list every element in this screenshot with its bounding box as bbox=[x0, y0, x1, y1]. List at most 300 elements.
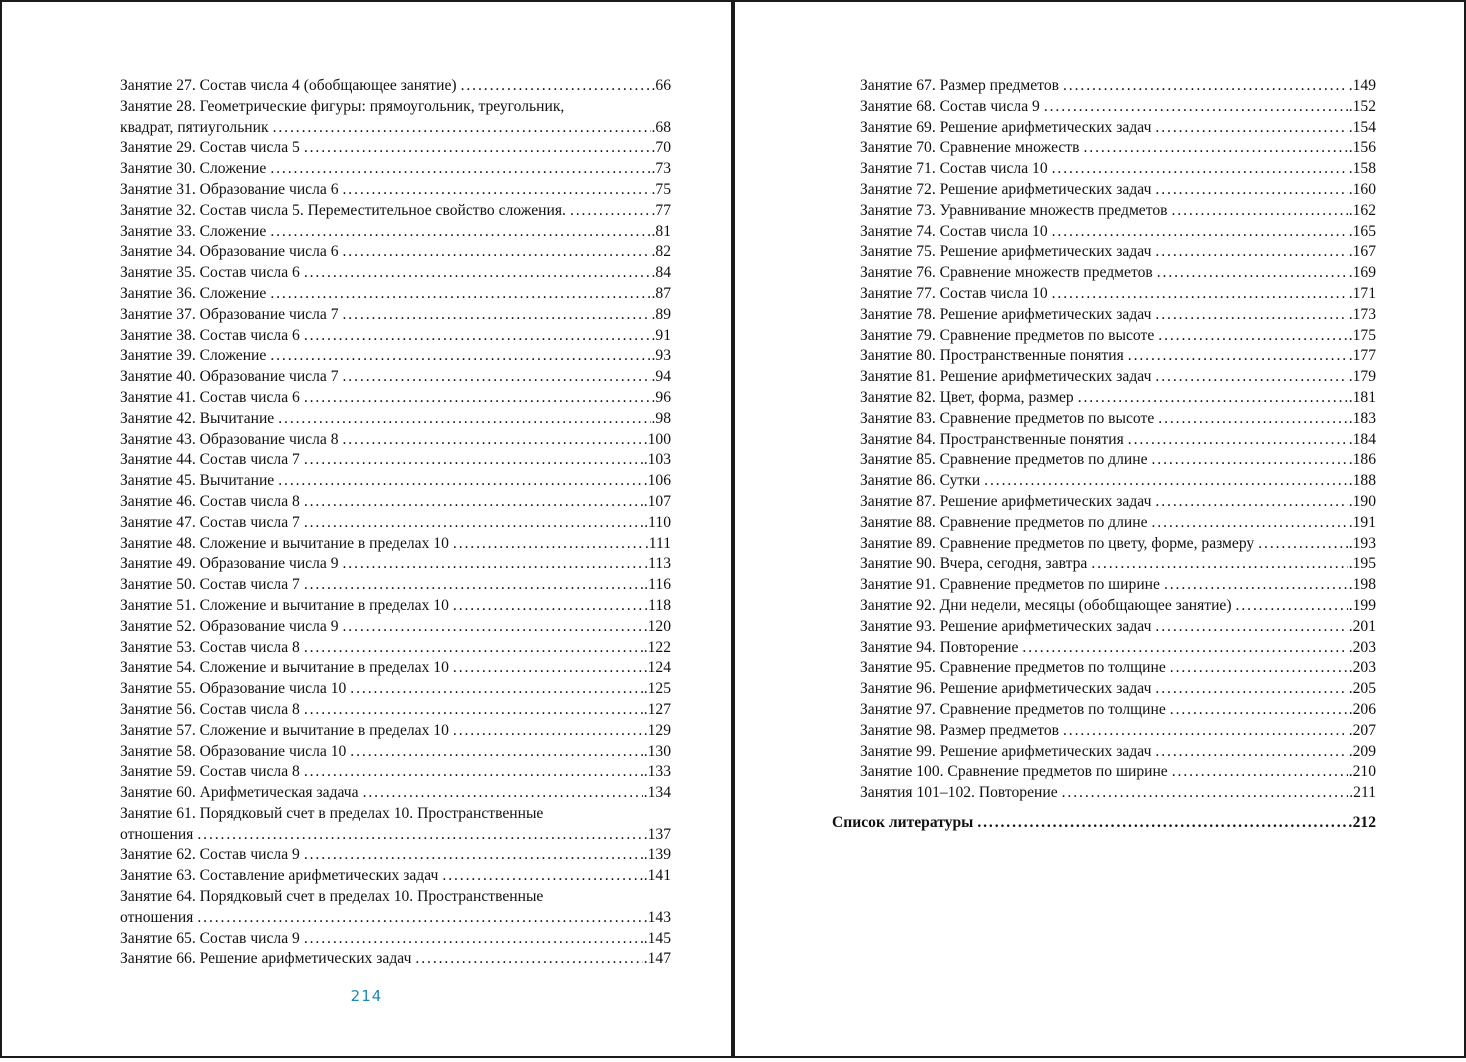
toc-entry-page: .125 bbox=[643, 680, 671, 698]
toc-entry-row bbox=[860, 263, 1376, 284]
toc-entry-page: .173 bbox=[1348, 305, 1376, 323]
toc-entry-row bbox=[120, 825, 671, 846]
toc-entry-row bbox=[120, 409, 671, 430]
toc-entry bbox=[825, 305, 1376, 326]
dot-leader bbox=[453, 721, 643, 742]
dot-leader bbox=[278, 471, 642, 492]
dot-leader bbox=[1155, 118, 1347, 139]
dot-leader bbox=[1155, 367, 1347, 388]
toc-entry-page: .122 bbox=[643, 638, 671, 656]
toc-entry bbox=[120, 222, 671, 243]
toc-entry bbox=[825, 201, 1376, 222]
toc-entry bbox=[825, 534, 1376, 555]
toc-entry-title: Занятие 54. Сложение и вычитание в пределах 10 bbox=[120, 659, 449, 677]
toc-entry-row bbox=[860, 575, 1376, 596]
toc-entry-row bbox=[860, 201, 1376, 222]
toc-entry bbox=[120, 242, 671, 263]
toc-entry-row bbox=[860, 430, 1376, 451]
toc-entry-row bbox=[120, 554, 671, 575]
toc-entry-title: Занятие 33. Сложение bbox=[120, 222, 267, 240]
toc-entry bbox=[120, 430, 671, 451]
dot-leader bbox=[304, 388, 651, 409]
toc-entry bbox=[825, 638, 1376, 659]
toc-entry-page: .177 bbox=[1348, 347, 1376, 365]
toc-entry-page: .211 bbox=[1349, 784, 1376, 802]
toc-entry-page: .171 bbox=[1348, 284, 1376, 302]
toc-entry-row bbox=[120, 159, 671, 180]
toc-entry-page: .118 bbox=[644, 596, 671, 614]
toc-entry-title: Занятие 55. Образование числа 10 bbox=[120, 680, 347, 698]
toc-entry-title: Занятие 93. Решение арифметических задач bbox=[860, 617, 1152, 635]
toc-entry-page: .137 bbox=[643, 825, 671, 843]
toc-entry bbox=[825, 492, 1376, 513]
toc-entry bbox=[120, 284, 671, 305]
toc-entry-row bbox=[120, 492, 671, 513]
dot-leader bbox=[1063, 76, 1348, 97]
page-number: 214 bbox=[350, 987, 383, 1005]
toc-entry-title: Занятие 51. Сложение и вычитание в пределах 10 bbox=[120, 596, 449, 614]
toc-entry-page: .120 bbox=[643, 617, 671, 635]
toc-entry-row bbox=[120, 450, 671, 471]
dot-leader bbox=[343, 554, 644, 575]
dot-leader bbox=[570, 201, 651, 222]
toc-entry bbox=[825, 742, 1376, 763]
toc-entry-title: Занятие 72. Решение арифметических задач bbox=[860, 180, 1152, 198]
toc-entry-row bbox=[120, 263, 671, 284]
toc-entry-title: Занятие 36. Сложение bbox=[120, 284, 267, 302]
left-page bbox=[0, 0, 733, 1058]
toc-entry bbox=[825, 284, 1376, 305]
toc-entry-title: Занятие 29. Состав числа 5 bbox=[120, 139, 300, 157]
toc-entry bbox=[825, 346, 1376, 367]
dot-leader bbox=[343, 180, 651, 201]
toc-entry-title: Занятие 37. Образование числа 7 bbox=[120, 305, 339, 323]
toc-entry bbox=[120, 513, 671, 534]
toc-entry-title: Занятие 44. Состав числа 7 bbox=[120, 451, 300, 469]
toc-entry-row bbox=[860, 450, 1376, 471]
toc-entry-page: .130 bbox=[643, 742, 671, 760]
dot-leader bbox=[197, 908, 642, 929]
toc-entry bbox=[120, 762, 671, 783]
toc-entry bbox=[120, 742, 671, 763]
toc-entry-title: Занятие 95. Сравнение предметов по толщине bbox=[860, 659, 1166, 677]
toc-entry-page: .186 bbox=[1348, 451, 1376, 469]
dot-leader bbox=[304, 263, 651, 284]
toc-entry bbox=[825, 138, 1376, 159]
toc-entry-title: Занятие 60. Арифметическая задача bbox=[120, 784, 359, 802]
toc-entry-title: Занятие 86. Сутки bbox=[860, 472, 981, 490]
toc-entry bbox=[120, 346, 671, 367]
toc-entry-title: Занятие 62. Состав числа 9 bbox=[120, 846, 300, 864]
toc-entry bbox=[120, 97, 671, 139]
toc-entry bbox=[120, 700, 671, 721]
toc-entry bbox=[825, 97, 1376, 118]
toc-entry bbox=[825, 762, 1376, 783]
toc-entry-row bbox=[120, 742, 671, 763]
dot-leader bbox=[1172, 201, 1348, 222]
toc-entry-page: .141 bbox=[643, 867, 671, 885]
toc-entry-title: Занятие 70. Сравнение множеств bbox=[860, 139, 1080, 157]
toc-entry-row bbox=[120, 513, 671, 534]
toc-entry-page: .169 bbox=[1348, 264, 1376, 282]
toc-right-column bbox=[825, 76, 1376, 834]
toc-entry bbox=[120, 929, 671, 950]
toc-entry-page: .175 bbox=[1348, 326, 1376, 344]
toc-entry-title: Занятие 100. Сравнение предметов по ширине bbox=[860, 763, 1168, 781]
toc-entry-title: Занятие 74. Состав числа 10 bbox=[860, 222, 1048, 240]
dot-leader bbox=[1052, 284, 1348, 305]
toc-entry-title: Занятие 42. Вычитание bbox=[120, 409, 275, 427]
dot-leader bbox=[304, 638, 643, 659]
dot-leader bbox=[270, 222, 650, 243]
toc-entry-row bbox=[120, 596, 671, 617]
dot-leader bbox=[304, 513, 643, 534]
toc-entry-title: Занятие 35. Состав числа 6 bbox=[120, 264, 300, 282]
dot-leader bbox=[304, 138, 651, 159]
toc-entry-page: .158 bbox=[1348, 160, 1376, 178]
toc-entry-row bbox=[120, 388, 671, 409]
dot-leader bbox=[1155, 617, 1347, 638]
toc-entry-page: .143 bbox=[643, 908, 671, 926]
toc-entry-page: .199 bbox=[1348, 596, 1376, 614]
dot-leader bbox=[1062, 783, 1349, 804]
toc-entry-title: Занятие 48. Сложение и вычитание в пределах 10 bbox=[120, 534, 449, 552]
toc-entry bbox=[825, 617, 1376, 638]
toc-entry-page: .181 bbox=[1348, 388, 1376, 406]
toc-entry-row bbox=[120, 679, 671, 700]
toc-entry-page: .96 bbox=[651, 388, 671, 406]
toc-entry-page: .70 bbox=[651, 139, 671, 157]
dot-leader bbox=[343, 430, 643, 451]
dot-leader bbox=[1172, 762, 1348, 783]
toc-entry-page: .68 bbox=[651, 118, 671, 136]
toc-entry-row bbox=[860, 742, 1376, 763]
toc-entry bbox=[825, 159, 1376, 180]
dot-leader bbox=[304, 845, 643, 866]
toc-entry bbox=[825, 118, 1376, 139]
toc-entry-title: Занятие 40. Образование числа 7 bbox=[120, 368, 339, 386]
toc-entry bbox=[825, 242, 1376, 263]
toc-entry-title: Занятие 61. Порядковый счет в пределах 10. Пространственные bbox=[120, 804, 544, 822]
toc-entry-row bbox=[120, 118, 671, 139]
dot-leader bbox=[1155, 742, 1347, 763]
toc-entry-page: .183 bbox=[1348, 409, 1376, 427]
toc-entry-page: .116 bbox=[644, 576, 671, 594]
toc-entry-page: .75 bbox=[651, 180, 671, 198]
dot-leader bbox=[1083, 138, 1347, 159]
toc-entry bbox=[120, 804, 671, 846]
toc-entry bbox=[120, 617, 671, 638]
dot-leader bbox=[1152, 450, 1348, 471]
toc-entry bbox=[120, 596, 671, 617]
toc-entry-page: .127 bbox=[643, 700, 671, 718]
toc-entry bbox=[825, 679, 1376, 700]
toc-entry-page: .91 bbox=[651, 326, 671, 344]
toc-entry-page: .160 bbox=[1348, 180, 1376, 198]
toc-entry-row bbox=[120, 949, 671, 970]
toc-entry-title: Занятие 34. Образование числа 6 bbox=[120, 243, 339, 261]
dot-leader bbox=[1044, 97, 1348, 118]
dot-leader bbox=[273, 118, 651, 139]
toc-entry-title: Занятие 63. Составление арифметических задач bbox=[120, 867, 439, 885]
toc-entry-page: .149 bbox=[1348, 77, 1376, 94]
toc-entry-title-continued: отношения bbox=[120, 825, 194, 843]
toc-entry-page: .207 bbox=[1348, 721, 1376, 739]
toc-entry-row bbox=[120, 866, 671, 887]
dot-leader bbox=[1170, 658, 1348, 679]
toc-entry bbox=[825, 450, 1376, 471]
toc-entry bbox=[825, 471, 1376, 492]
toc-entry-row bbox=[120, 783, 671, 804]
toc-entry-row bbox=[120, 908, 671, 929]
toc-entry-page: .203 bbox=[1348, 659, 1376, 677]
toc-entry-title: Занятие 45. Вычитание bbox=[120, 472, 275, 490]
dot-leader bbox=[197, 825, 642, 846]
toc-entry-title: Занятие 31. Образование числа 6 bbox=[120, 180, 339, 198]
dot-leader bbox=[1052, 222, 1348, 243]
toc-entry-row bbox=[860, 118, 1376, 139]
toc-entry bbox=[120, 638, 671, 659]
toc-entry-title: Занятие 66. Решение арифметических задач bbox=[120, 950, 412, 968]
toc-entry-title: Занятие 91. Сравнение предметов по ширине bbox=[860, 576, 1160, 594]
dot-leader bbox=[415, 949, 642, 970]
toc-entry-page: .201 bbox=[1348, 617, 1376, 635]
toc-entry-title: Занятие 76. Сравнение множеств предметов bbox=[860, 264, 1153, 282]
dot-leader bbox=[1128, 430, 1348, 451]
toc-entry bbox=[120, 721, 671, 742]
dot-leader bbox=[1158, 409, 1347, 430]
toc-entry-row bbox=[120, 76, 671, 97]
toc-entry-page: .156 bbox=[1348, 139, 1376, 157]
dot-leader bbox=[1155, 180, 1347, 201]
toc-entry-title: Занятие 84. Пространственные понятия bbox=[860, 430, 1124, 448]
toc-entry-page: .113 bbox=[644, 555, 671, 573]
toc-entry bbox=[825, 326, 1376, 347]
toc-entry-page: .188 bbox=[1348, 472, 1376, 490]
dot-leader bbox=[363, 783, 643, 804]
toc-entry-title: Занятие 94. Повторение bbox=[860, 638, 1019, 656]
toc-entry bbox=[120, 201, 671, 222]
toc-entry bbox=[120, 159, 671, 180]
dot-leader bbox=[270, 159, 650, 180]
dot-leader bbox=[1152, 513, 1348, 534]
toc-entry-page: .107 bbox=[643, 492, 671, 510]
toc-entry-page: .162 bbox=[1348, 201, 1376, 219]
toc-entry-page: .210 bbox=[1348, 763, 1376, 781]
toc-entry-page: .205 bbox=[1348, 680, 1376, 698]
toc-entry-page: .198 bbox=[1348, 576, 1376, 594]
toc-entry-page: .134 bbox=[643, 784, 671, 802]
toc-entry bbox=[825, 554, 1376, 575]
dot-leader bbox=[304, 762, 643, 783]
toc-entry-row bbox=[860, 76, 1376, 97]
dot-leader bbox=[343, 242, 651, 263]
toc-entry-title: Занятие 99. Решение арифметических задач bbox=[860, 742, 1152, 760]
toc-entry-row bbox=[860, 367, 1376, 388]
toc-entry-row bbox=[860, 700, 1376, 721]
toc-entry-title: Занятие 78. Решение арифметических задач bbox=[860, 305, 1152, 323]
dot-leader bbox=[304, 450, 643, 471]
dot-leader bbox=[984, 471, 1348, 492]
dot-leader bbox=[1155, 242, 1347, 263]
toc-entry-page: .111 bbox=[644, 534, 671, 552]
toc-entry-row bbox=[860, 409, 1376, 430]
toc-entry-page: .206 bbox=[1348, 700, 1376, 718]
toc-entry bbox=[825, 222, 1376, 243]
toc-entry-title: Занятие 30. Сложение bbox=[120, 160, 267, 178]
dot-leader bbox=[270, 284, 650, 305]
toc-entry-row bbox=[120, 367, 671, 388]
toc-entry-title: Занятие 69. Решение арифметических задач bbox=[860, 118, 1152, 136]
toc-entry-title: Занятие 92. Дни недели, месяцы (обобщающее занятие) bbox=[860, 596, 1232, 614]
toc-entry bbox=[120, 554, 671, 575]
toc-entry-title: Занятие 32. Состав числа 5. Переместительное свойство сложения. bbox=[120, 201, 566, 219]
toc-entry-title: Занятие 27. Состав числа 4 (обобщающее занятие) bbox=[120, 77, 457, 94]
toc-entry-title: Занятия 101–102. Повторение bbox=[860, 784, 1058, 802]
toc-entry-page: .82 bbox=[651, 243, 671, 261]
right-page bbox=[733, 0, 1466, 1058]
toc-entry-title: Занятие 49. Образование числа 9 bbox=[120, 555, 339, 573]
toc-entry-page: .152 bbox=[1348, 97, 1376, 115]
toc-entry-title: Занятие 96. Решение арифметических задач bbox=[860, 680, 1152, 698]
toc-entry-page: .195 bbox=[1348, 555, 1376, 573]
toc-entry-page: .203 bbox=[1348, 638, 1376, 656]
toc-entry-row bbox=[120, 845, 671, 866]
toc-entry-row bbox=[860, 97, 1376, 118]
toc-entry-row bbox=[860, 222, 1376, 243]
toc-entry-title: Занятие 90. Вчера, сегодня, завтра bbox=[860, 555, 1088, 573]
toc-entry-title: Занятие 53. Состав числа 8 bbox=[120, 638, 300, 656]
toc-entry-title: Занятие 80. Пространственные понятия bbox=[860, 347, 1124, 365]
toc-entry-page: .103 bbox=[643, 451, 671, 469]
toc-entry-row bbox=[120, 242, 671, 263]
toc-entry-row bbox=[860, 679, 1376, 700]
toc-entry-title: Занятие 79. Сравнение предметов по высоте bbox=[860, 326, 1155, 344]
toc-entry-page: .147 bbox=[643, 950, 671, 968]
toc-entry bbox=[825, 721, 1376, 742]
toc-entry-title: Занятие 83. Сравнение предметов по высоте bbox=[860, 409, 1155, 427]
toc-entry bbox=[120, 450, 671, 471]
toc-entry bbox=[120, 409, 671, 430]
toc-entry-page: .167 bbox=[1348, 243, 1376, 261]
toc-entry-title: Занятие 41. Состав числа 6 bbox=[120, 388, 300, 406]
toc-entry-row bbox=[120, 700, 671, 721]
toc-entry-row bbox=[860, 721, 1376, 742]
toc-entry-title: Занятие 56. Состав числа 8 bbox=[120, 700, 300, 718]
toc-entry-page: .179 bbox=[1348, 368, 1376, 386]
dot-leader bbox=[1155, 305, 1347, 326]
dot-leader bbox=[304, 700, 643, 721]
toc-entry-row bbox=[860, 138, 1376, 159]
dot-leader bbox=[453, 534, 644, 555]
toc-entry-title: Занятие 85. Сравнение предметов по длине bbox=[860, 451, 1148, 469]
toc-entry-page: .110 bbox=[644, 513, 671, 531]
dot-leader bbox=[1236, 596, 1348, 617]
toc-entry bbox=[120, 388, 671, 409]
dot-leader bbox=[453, 658, 643, 679]
dot-leader bbox=[1022, 638, 1347, 659]
toc-entry bbox=[825, 700, 1376, 721]
toc-entry-page: .165 bbox=[1348, 222, 1376, 240]
toc-entry-row bbox=[860, 159, 1376, 180]
toc-entry-row bbox=[860, 180, 1376, 201]
toc-entry-row bbox=[120, 138, 671, 159]
toc-entry bbox=[120, 887, 671, 929]
toc-entry bbox=[825, 367, 1376, 388]
toc-entry bbox=[825, 596, 1376, 617]
toc-entry-row bbox=[120, 658, 671, 679]
toc-entry-page: .145 bbox=[643, 929, 671, 947]
toc-entry-row bbox=[832, 813, 1376, 834]
dot-leader bbox=[1155, 492, 1347, 513]
toc-entry-page: .77 bbox=[651, 201, 671, 219]
toc-entry-row bbox=[860, 492, 1376, 513]
dot-leader bbox=[270, 346, 650, 367]
toc-entry-title: Занятие 88. Сравнение предметов по длине bbox=[860, 513, 1148, 531]
toc-entry-page: .98 bbox=[651, 409, 671, 427]
toc-entry-bibliography bbox=[825, 813, 1376, 834]
toc-entry bbox=[825, 409, 1376, 430]
dot-leader bbox=[350, 679, 642, 700]
toc-entry-page: .191 bbox=[1348, 513, 1376, 531]
toc-entry-title: Занятие 64. Порядковый счет в пределах 10. Пространственные bbox=[120, 888, 544, 906]
dot-leader bbox=[278, 409, 650, 430]
toc-entry-page: .139 bbox=[643, 846, 671, 864]
dot-leader bbox=[1158, 326, 1347, 347]
toc-entry-title: Занятие 89. Сравнение предметов по цвету, форме, размеру bbox=[860, 534, 1255, 552]
toc-entry-title-continued: квадрат, пятиугольник bbox=[120, 118, 269, 136]
toc-entry-page: .66 bbox=[651, 77, 671, 94]
toc-entry-page: .106 bbox=[643, 472, 671, 490]
toc-entry-title: Список литературы bbox=[832, 813, 974, 831]
dot-leader bbox=[343, 367, 651, 388]
toc-entry-title: Занятие 58. Образование числа 10 bbox=[120, 742, 347, 760]
toc-entry bbox=[120, 76, 671, 97]
toc-entry-title-continued: отношения bbox=[120, 908, 194, 926]
toc-entry-row bbox=[120, 762, 671, 783]
toc-entry bbox=[120, 138, 671, 159]
toc-entry-title: Занятие 43. Образование числа 8 bbox=[120, 430, 339, 448]
dot-leader bbox=[1078, 388, 1348, 409]
toc-entry bbox=[120, 367, 671, 388]
toc-entry-row bbox=[120, 575, 671, 596]
toc-entry-row bbox=[120, 326, 671, 347]
dot-leader bbox=[304, 326, 651, 347]
toc-entry-title: Занятие 81. Решение арифметических задач bbox=[860, 368, 1152, 386]
toc-entry-row bbox=[860, 513, 1376, 534]
toc-entry-row bbox=[860, 762, 1376, 783]
toc-entry-row bbox=[120, 430, 671, 451]
toc-entry bbox=[120, 471, 671, 492]
toc-entry bbox=[120, 658, 671, 679]
toc-entry-row bbox=[120, 201, 671, 222]
dot-leader bbox=[343, 617, 643, 638]
toc-entry-row bbox=[860, 388, 1376, 409]
dot-leader bbox=[350, 742, 642, 763]
toc-entry-page: .81 bbox=[651, 222, 671, 240]
toc-entry-title: Занятие 39. Сложение bbox=[120, 347, 267, 365]
toc-entry-row bbox=[120, 222, 671, 243]
toc-entry-title: Занятие 87. Решение арифметических задач bbox=[860, 492, 1152, 510]
toc-entry-page: .154 bbox=[1348, 118, 1376, 136]
toc-entry-page: .93 bbox=[651, 347, 671, 365]
toc-entry bbox=[120, 534, 671, 555]
dot-leader bbox=[343, 305, 651, 326]
toc-entry bbox=[120, 783, 671, 804]
toc-entry bbox=[825, 263, 1376, 284]
toc-entry-row bbox=[860, 471, 1376, 492]
dot-leader bbox=[1063, 721, 1348, 742]
